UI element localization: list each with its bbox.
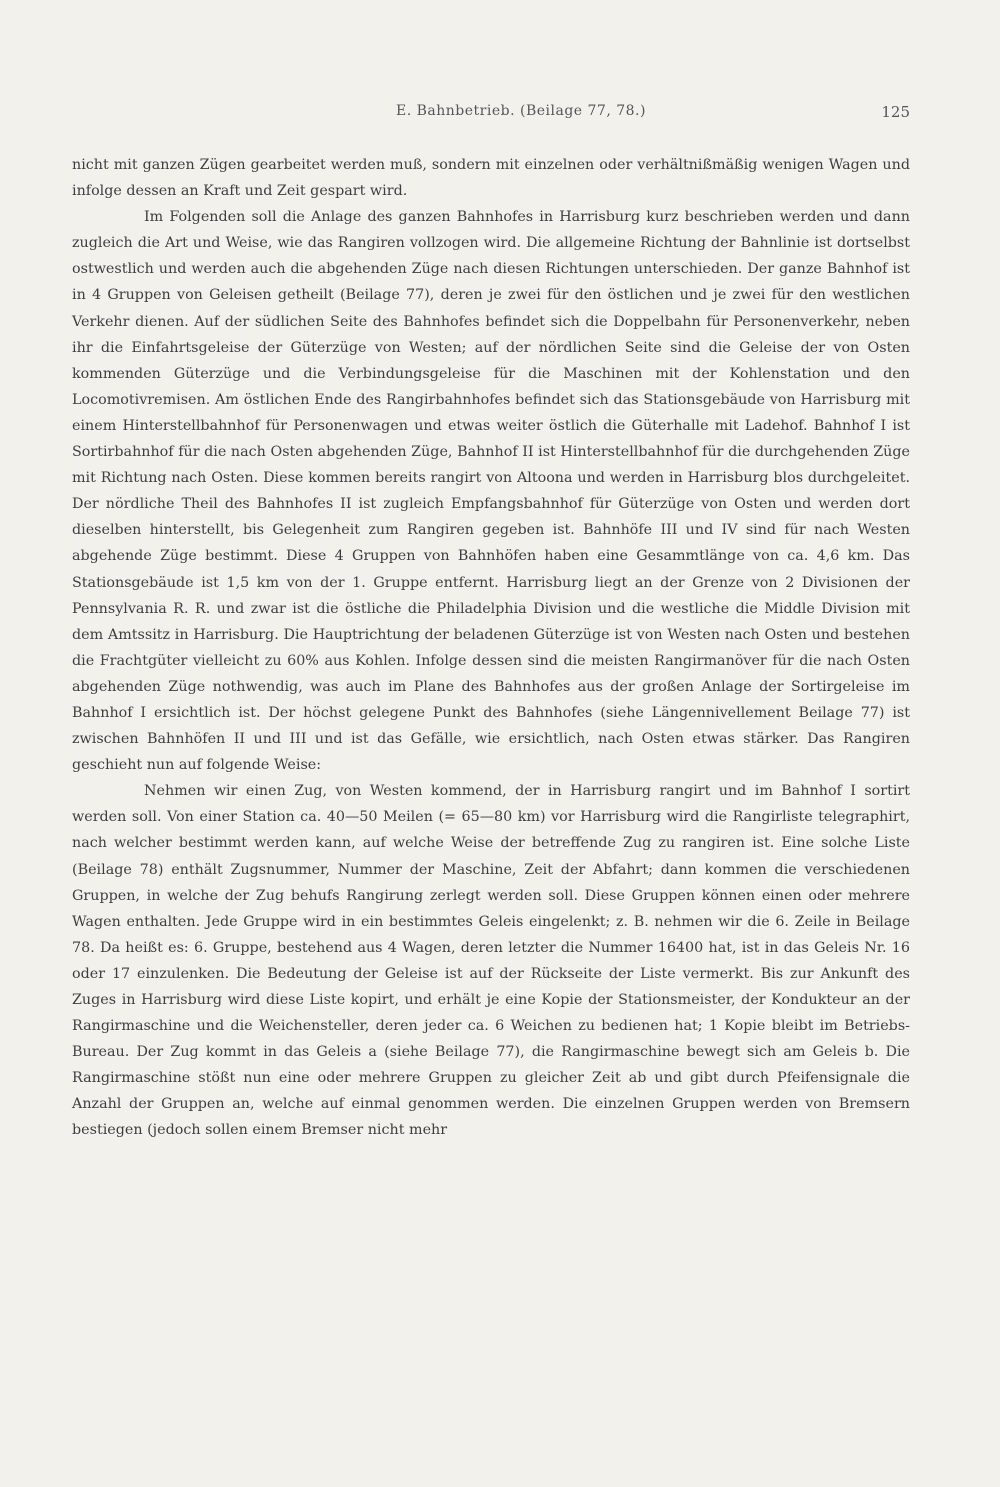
page-number: 125: [881, 103, 910, 121]
paragraph-3: Nehmen wir einen Zug, von Westen kommend, der in Harrisburg rangirt und im Bahnhof I sortirt werden soll. Von einer Station ca. 40—50 Meilen (= 65—80 km) vor Harrisburg wird die Rangirliste telegraphirt, nach welcher bestimmt werden kann, auf welche Weise der betreffende Zug zu rangiren ist. Eine solche Liste (Beilage 78) enthält Zugsnummer, Nummer der Maschine, Zeit der Abfahrt; dann kommen die verschiedenen Gruppen, in welche der Zug behufs Rangirung zerlegt werden soll. Diese Gruppen können einen oder mehrere Wagen enthalten. Jede Gruppe wird in ein bestimmtes Geleis eingelenkt; z. B. nehmen wir die 6. Zeile in Beilage 78. Da heißt es: 6. Gruppe, bestehend aus 4 Wagen, deren letzter die Nummer 16400 hat, ist in das Geleis Nr. 16 oder 17 einzulenken. Die Bedeutung der Geleise ist auf der Rückseite der Liste vermerkt. Bis zur Ankunft des Zuges in Harrisburg wird diese Liste kopirt, und erhält je eine Kopie der Stationsmeister, der Kondukteur an der Rangirmaschine und die Weichensteller, deren jeder ca. 6 Weichen zu bedienen hat; 1 Kopie bleibt im Betriebs-Bureau. Der Zug kommt in das Geleis a (siehe Beilage 77), die Rangirmaschine bewegt sich am Geleis b. Die Rangirmaschine stößt nun eine oder mehrere Gruppen zu gleicher Zeit ab und gibt durch Pfeifensignale die Anzahl der Gruppen an, welche auf einmal genommen werden. Die einzelnen Gruppen werden von Bremsern bestiegen (jedoch sollen einem Bremser nicht mehr: [72, 783, 910, 1139]
running-title: E. Bahnbetrieb. (Beilage 77, 78.): [396, 103, 646, 119]
body-text: [72, 152, 910, 1144]
paragraph-1: nicht mit ganzen Zügen gearbeitet werden muß, sondern mit einzelnen oder verhältnißmäßig wenigen Wagen und infolge dessen an Kraft und Zeit gespart wird.: [72, 157, 910, 200]
page-header: [72, 103, 910, 127]
paragraph-2: Im Folgenden soll die Anlage des ganzen Bahnhofes in Harrisburg kurz beschrieben werden und dann zugleich die Art und Weise, wie das Rangiren vollzogen wird. Die allgemeine Richtung der Bahnlinie ist dortselbst ostwestlich und werden auch die abgehenden Züge nach diesen Richtungen unterschieden. Der ganze Bahnhof ist in 4 Gruppen von Geleisen getheilt (Beilage 77), deren je zwei für den östlichen und je zwei für den westlichen Verkehr dienen. Auf der südlichen Seite des Bahnhofes befindet sich die Doppelbahn für Personenverkehr, neben ihr die Einfahrtsgeleise der Güterzüge von Westen; auf der nördlichen Seite sind die Geleise der von Osten kommenden Güterzüge und die Verbindungsgeleise für die Maschinen mit der Kohlenstation und den Locomotivremisen. Am östlichen Ende des Rangirbahnhofes befindet sich das Stationsgebäude von Harrisburg mit einem Hinterstellbahnhof für Personenwagen und etwas weiter östlich die Güterhalle mit Ladehof. Bahnhof I ist Sortirbahnhof für die nach Osten abgehenden Züge, Bahnhof II ist Hinterstellbahnhof für die durchgehenden Züge mit Richtung nach Osten. Diese kommen bereits rangirt von Altoona und werden in Harrisburg blos durchgeleitet. Der nördliche Theil des Bahnhofes II ist zugleich Empfangsbahnhof für Güterzüge von Osten und werden dort dieselben hinterstellt, bis Gelegenheit zum Rangiren gegeben ist. Bahnhöfe III und IV sind für nach Westen abgehende Züge bestimmt. Diese 4 Gruppen von Bahnhöfen haben eine Gesammtlänge von ca. 4,6 km. Das Stationsgebäude ist 1,5 km von der 1. Gruppe entfernt. Harrisburg liegt an der Grenze von 2 Divisionen der Pennsylvania R. R. und zwar ist die östliche die Philadelphia Division und die westliche die Middle Division mit dem Amtssitz in Harrisburg. Die Hauptrichtung der beladenen Güterzüge ist von Westen nach Osten und bestehen die Frachtgüter vielleicht zu 60% aus Kohlen. Infolge dessen sind die meisten Rangirmanöver für die nach Osten abgehenden Züge nothwendig, was auch im Plane des Bahnhofes aus der großen Anlage der Sortirgeleise im Bahnhof I ersichtlich ist. Der höchst gelegene Punkt des Bahnhofes (siehe Längennivellement Beilage 77) ist zwischen Bahnhöfen II und III und ist das Gefälle, wie ersichtlich, nach Osten etwas stärker. Das Rangiren geschieht nun auf folgende Weise:: [72, 209, 910, 774]
